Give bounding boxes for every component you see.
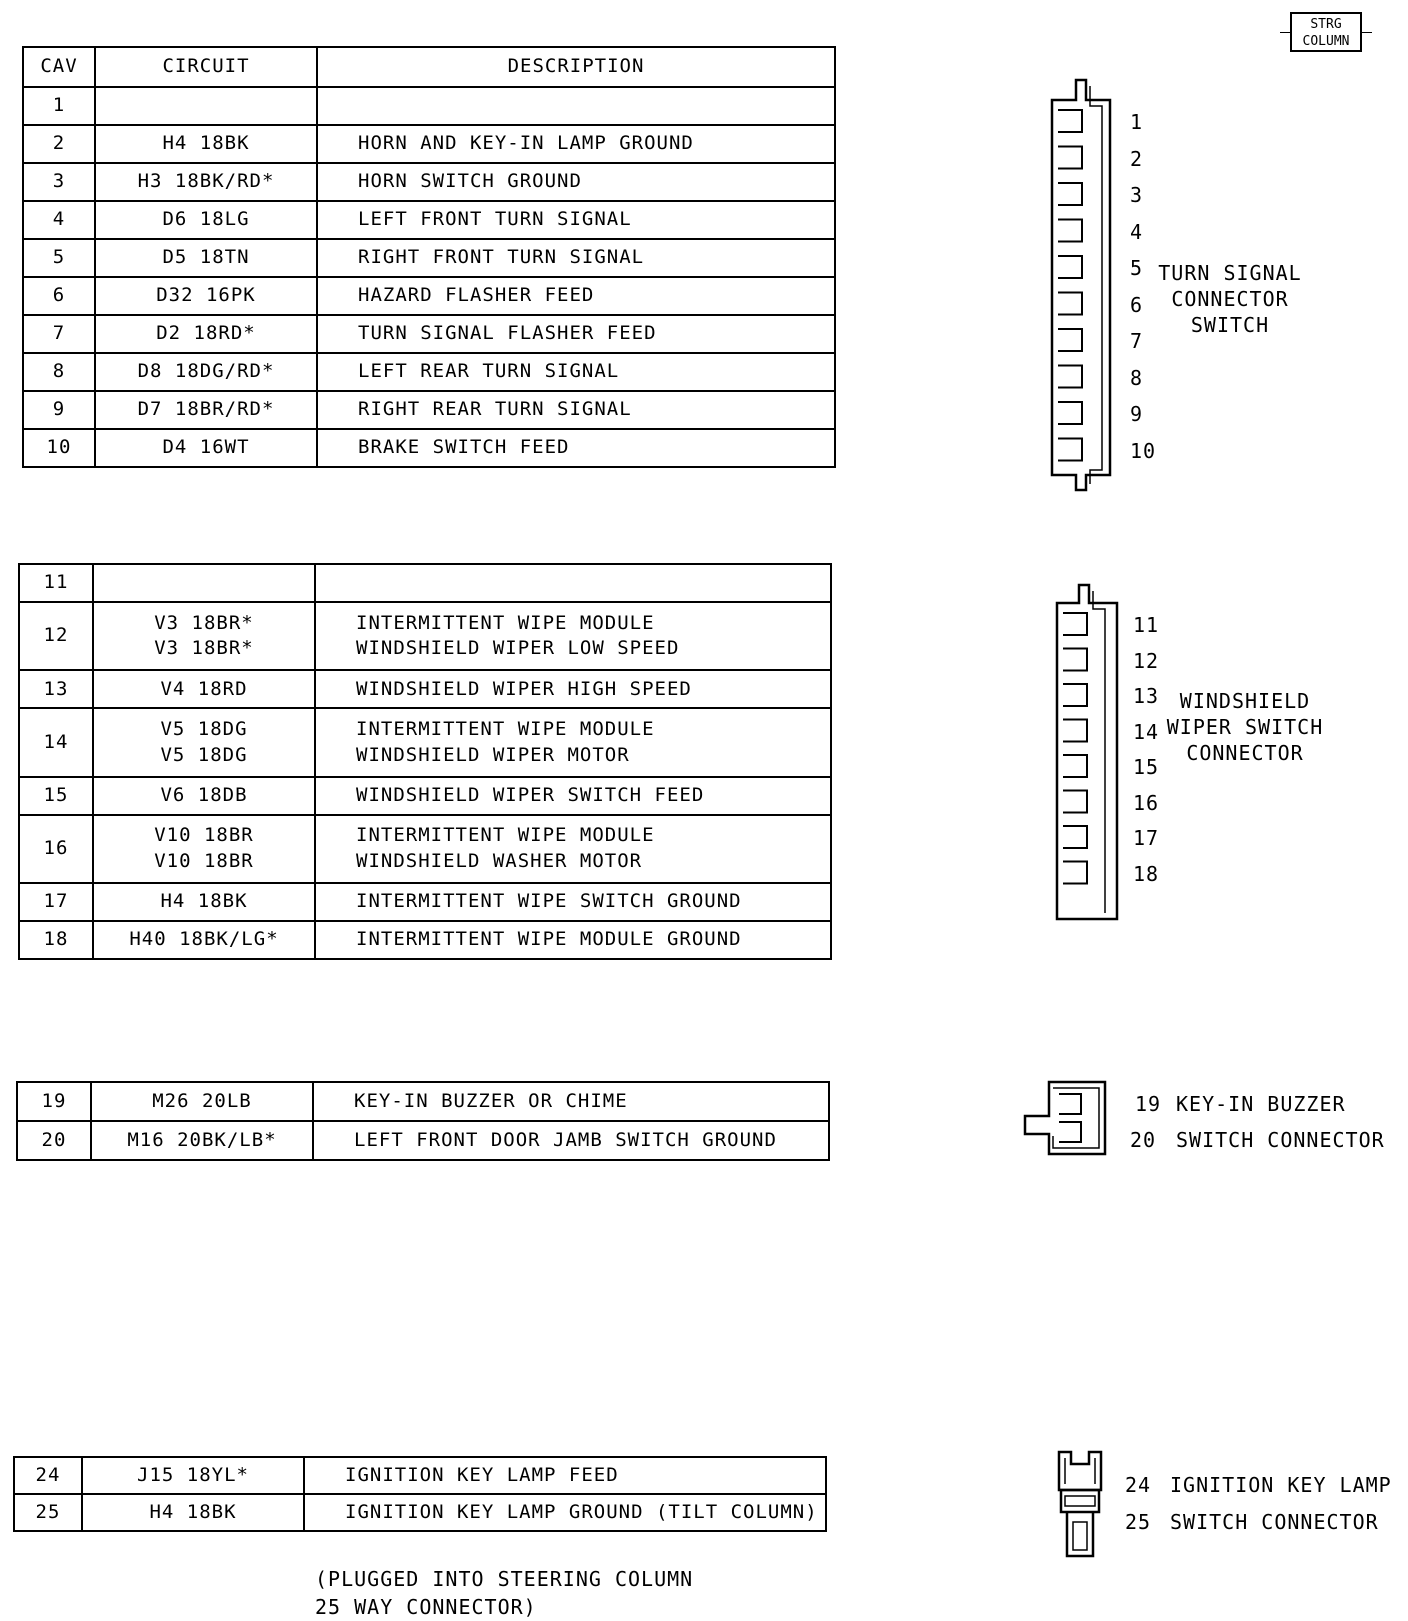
circuit-cell	[95, 429, 317, 467]
description-cell-line: WINDSHIELD WIPER HIGH SPEED	[356, 677, 692, 700]
header-circuit: CIRCUIT	[95, 47, 317, 87]
description-cell	[313, 1121, 829, 1160]
ignition-key-lamp-connector-diagram	[1055, 1450, 1105, 1560]
circuit-cell-line: V5 18DG	[160, 717, 248, 740]
turn-signal-pinout-table	[22, 46, 836, 468]
wiper-switch-pinout-table	[18, 563, 832, 960]
ws-cavity-16	[1063, 791, 1087, 813]
cav-cell: 17	[19, 883, 93, 921]
cav-cell: 25	[14, 1494, 82, 1531]
turn-signal-label-line-1: TURN SIGNAL	[1158, 261, 1302, 285]
circuit-cell-line: H4 18BK	[162, 132, 250, 155]
description-cell	[317, 429, 835, 467]
ignition-key-lamp-pinout-table	[13, 1456, 827, 1532]
cav-cell: 9	[23, 391, 95, 429]
circuit-cell-line: V10 18BR	[154, 849, 254, 872]
description-cell-line: RIGHT FRONT TURN SIGNAL	[358, 246, 645, 269]
ws-cavity-11	[1063, 613, 1087, 635]
turn-signal-connector-label	[1155, 260, 1305, 338]
ws-cavity-14	[1063, 720, 1087, 742]
circuit-cell-line: D5 18TN	[162, 246, 250, 269]
cav-cell: 3	[23, 163, 95, 201]
table-row	[23, 315, 835, 353]
ts-cavity-8	[1058, 366, 1082, 388]
circuit-cell-line: D4 16WT	[162, 436, 250, 459]
header-description: DESCRIPTION	[317, 47, 835, 87]
circuit-cell	[95, 391, 317, 429]
cav-cell: 6	[23, 277, 95, 315]
cav-cell: 13	[19, 670, 93, 708]
ws-cavity-18	[1063, 862, 1087, 884]
wiper-switch-connector-label	[1160, 688, 1330, 766]
key-in-buzzer-connector-diagram	[1023, 1080, 1113, 1160]
pin-6-label: 6	[1130, 292, 1144, 317]
ws-cavity-13	[1063, 684, 1087, 706]
circuit-cell-line: V3 18BR*	[154, 637, 254, 660]
description-cell-line: TURN SIGNAL FLASHER FEED	[358, 322, 657, 345]
cav-cell: 4	[23, 201, 95, 239]
table-row	[19, 921, 831, 959]
circuit-cell-line: H40 18BK/LG*	[129, 928, 279, 951]
cav-cell: 2	[23, 125, 95, 163]
table-row	[19, 708, 831, 776]
description-cell	[317, 201, 835, 239]
circuit-cell-line: V4 18RD	[160, 677, 248, 700]
description-cell	[317, 239, 835, 277]
footnote-line-2: 25 WAY CONNECTOR)	[315, 1595, 537, 1619]
table-row	[23, 277, 835, 315]
description-cell	[317, 87, 835, 125]
circuit-cell-line: H3 18BK/RD*	[137, 170, 275, 193]
cav-cell: 5	[23, 239, 95, 277]
table-row	[14, 1457, 826, 1494]
cav-cell: 19	[17, 1082, 91, 1121]
circuit-cell	[95, 201, 317, 239]
pin-20-label: 20	[1130, 1128, 1157, 1152]
circuit-cell	[91, 1082, 313, 1121]
circuit-cell-line: D32 16PK	[156, 284, 256, 307]
description-cell-line: LEFT REAR TURN SIGNAL	[358, 360, 620, 383]
wiper-label-line-3: CONNECTOR	[1186, 741, 1304, 765]
key-in-buzzer-pinout-table	[16, 1081, 830, 1161]
description-cell	[315, 602, 831, 670]
strg-column-badge	[1290, 12, 1362, 52]
circuit-cell	[93, 564, 315, 602]
ws-cavity-17	[1063, 826, 1087, 848]
table-row	[19, 564, 831, 602]
circuit-cell-line: D2 18RD*	[156, 322, 256, 345]
pin-10-label: 10	[1130, 438, 1157, 463]
key-in-buzzer-label-line-1: KEY-IN BUZZER	[1176, 1092, 1346, 1116]
ws-cavity-12	[1063, 649, 1087, 671]
turn-signal-label-line-3: SWITCH	[1190, 313, 1270, 337]
pin-12-label: 12	[1133, 648, 1160, 673]
circuit-cell-line: D7 18BR/RD*	[137, 398, 275, 421]
table-row	[19, 777, 831, 815]
cav-cell: 18	[19, 921, 93, 959]
description-cell	[315, 883, 831, 921]
circuit-cell-line: H4 18BK	[160, 890, 248, 913]
description-cell	[304, 1457, 826, 1494]
ws-cavity-15	[1063, 755, 1087, 777]
pin-2-label: 2	[1130, 146, 1144, 171]
circuit-cell	[91, 1121, 313, 1160]
turn-signal-connector-diagram	[1050, 80, 1120, 490]
badge-right-tick	[1362, 32, 1372, 33]
cav-cell: 10	[23, 429, 95, 467]
ts-cavity-3	[1058, 183, 1082, 205]
wiper-switch-connector-diagram	[1055, 585, 1121, 925]
circuit-cell-line: V5 18DG	[160, 743, 248, 766]
ts-cavity-2	[1058, 147, 1082, 169]
table-row	[19, 883, 831, 921]
pin-4-label: 4	[1130, 219, 1144, 244]
description-cell	[317, 125, 835, 163]
table-row	[17, 1121, 829, 1160]
cav-cell: 12	[19, 602, 93, 670]
description-cell-line: WINDSHIELD WIPER LOW SPEED	[356, 637, 680, 660]
description-cell-line: WINDSHIELD WIPER MOTOR	[356, 743, 630, 766]
description-cell-line: LEFT FRONT DOOR JAMB SWITCH GROUND	[354, 1128, 777, 1151]
description-cell-line: KEY-IN BUZZER OR CHIME	[354, 1089, 628, 1112]
description-cell-line: HAZARD FLASHER FEED	[358, 284, 595, 307]
circuit-cell	[93, 921, 315, 959]
circuit-cell-line: D6 18LG	[162, 208, 250, 231]
footnote-line-1: (PLUGGED INTO STEERING COLUMN	[315, 1567, 694, 1591]
circuit-cell	[93, 670, 315, 708]
pin-13-label: 13	[1133, 684, 1160, 708]
cav-cell: 1	[23, 87, 95, 125]
circuit-cell	[93, 777, 315, 815]
header-cav: CAV	[23, 47, 95, 87]
description-cell-line: INTERMITTENT WIPE MODULE	[356, 611, 655, 634]
cav-cell: 15	[19, 777, 93, 815]
table-row	[23, 125, 835, 163]
table-row	[14, 1494, 826, 1531]
description-cell-line: IGNITION KEY LAMP GROUND (TILT COLUMN)	[345, 1500, 818, 1523]
ts-cavity-7	[1058, 329, 1082, 351]
wiper-label-line-1: WINDSHIELD	[1179, 689, 1311, 713]
circuit-cell	[93, 883, 315, 921]
description-cell-line: INTERMITTENT WIPE MODULE	[356, 824, 655, 847]
circuit-cell	[93, 602, 315, 670]
pin-18-label: 18	[1133, 861, 1160, 886]
pin-9-label: 9	[1130, 402, 1144, 426]
ts-cavity-6	[1058, 293, 1082, 315]
description-cell-line: LEFT FRONT TURN SIGNAL	[358, 208, 632, 231]
description-cell-line: HORN SWITCH GROUND	[358, 170, 582, 193]
description-cell-line: HORN AND KEY-IN LAMP GROUND	[358, 132, 694, 155]
description-cell	[317, 277, 835, 315]
ts-cavity-5	[1058, 256, 1082, 278]
pin-11-label: 11	[1133, 613, 1160, 637]
circuit-cell-line: M26 20LB	[152, 1089, 252, 1112]
description-cell	[315, 670, 831, 708]
circuit-cell	[82, 1457, 304, 1494]
description-cell	[317, 353, 835, 391]
ts-cavity-10	[1058, 439, 1082, 461]
badge-line-2: COLUMN	[1302, 34, 1350, 49]
badge-line-1: STRG	[1310, 17, 1342, 32]
description-cell	[315, 921, 831, 959]
table-header-row	[23, 47, 835, 87]
description-cell-line: WINDSHIELD WIPER SWITCH FEED	[356, 783, 705, 806]
description-cell	[315, 708, 831, 776]
table-row	[23, 353, 835, 391]
table-row	[17, 1082, 829, 1121]
ts-cavity-1	[1058, 110, 1082, 132]
pin-5-label: 5	[1130, 256, 1144, 280]
ts-cavity-4	[1058, 220, 1082, 242]
circuit-cell	[82, 1494, 304, 1531]
cav-cell: 8	[23, 353, 95, 391]
pin-19-label: 19	[1135, 1092, 1162, 1116]
circuit-cell-line: M16 20BK/LB*	[127, 1128, 277, 1151]
pin-25-label: 25	[1125, 1510, 1152, 1534]
description-cell	[315, 777, 831, 815]
cav-cell: 16	[19, 815, 93, 883]
badge-left-tick	[1280, 32, 1290, 33]
table-row	[23, 429, 835, 467]
pin-24-label: 24	[1125, 1473, 1152, 1497]
circuit-cell	[93, 708, 315, 776]
description-cell-line: RIGHT REAR TURN SIGNAL	[358, 398, 632, 421]
footnote	[315, 1565, 693, 1621]
table-row	[23, 87, 835, 125]
ts-cavity-9	[1058, 402, 1082, 424]
circuit-cell-line: V3 18BR*	[154, 611, 254, 634]
description-cell-line: INTERMITTENT WIPE SWITCH GROUND	[356, 890, 742, 913]
description-cell	[317, 391, 835, 429]
table-row	[23, 201, 835, 239]
key-in-buzzer-label-line-2: SWITCH CONNECTOR	[1176, 1128, 1385, 1152]
description-cell-line: INTERMITTENT WIPE MODULE GROUND	[356, 928, 742, 951]
description-cell	[317, 315, 835, 353]
description-cell-line: BRAKE SWITCH FEED	[358, 436, 570, 459]
pin-14-label: 14	[1133, 719, 1160, 744]
description-cell	[317, 163, 835, 201]
circuit-cell	[95, 87, 317, 125]
circuit-cell	[95, 277, 317, 315]
table-row	[23, 391, 835, 429]
description-cell-line: IGNITION KEY LAMP FEED	[345, 1463, 619, 1486]
ignition-key-lamp-label-line-1: IGNITION KEY LAMP	[1170, 1473, 1392, 1497]
circuit-cell-line: V6 18DB	[160, 783, 248, 806]
circuit-cell-line: J15 18YL*	[137, 1463, 249, 1486]
cav-cell: 24	[14, 1457, 82, 1494]
table-row	[23, 239, 835, 277]
pin-1-label: 1	[1130, 110, 1144, 134]
description-cell	[315, 564, 831, 602]
pin-3-label: 3	[1130, 183, 1144, 207]
circuit-cell	[95, 315, 317, 353]
description-cell	[313, 1082, 829, 1121]
pin-16-label: 16	[1133, 790, 1160, 815]
cav-cell: 14	[19, 708, 93, 776]
circuit-cell	[95, 239, 317, 277]
table-row	[19, 670, 831, 708]
description-cell-line: WINDSHIELD WASHER MOTOR	[356, 849, 643, 872]
circuit-cell	[95, 353, 317, 391]
circuit-cell-line: H4 18BK	[149, 1500, 237, 1523]
description-cell-line: INTERMITTENT WIPE MODULE	[356, 717, 655, 740]
ignition-key-lamp-label-line-2: SWITCH CONNECTOR	[1170, 1510, 1379, 1534]
circuit-cell-line: V10 18BR	[154, 824, 254, 847]
cav-cell: 11	[19, 564, 93, 602]
table-row	[19, 602, 831, 670]
circuit-cell	[95, 163, 317, 201]
cav-cell: 20	[17, 1121, 91, 1160]
pin-7-label: 7	[1130, 329, 1144, 353]
pin-15-label: 15	[1133, 755, 1160, 779]
description-cell	[315, 815, 831, 883]
circuit-cell-line: D8 18DG/RD*	[137, 360, 275, 383]
cav-cell: 7	[23, 315, 95, 353]
pin-17-label: 17	[1133, 826, 1160, 850]
circuit-cell	[95, 125, 317, 163]
description-cell	[304, 1494, 826, 1531]
wiper-label-line-2: WIPER SWITCH	[1166, 715, 1324, 739]
table-row	[19, 815, 831, 883]
turn-signal-label-line-2: CONNECTOR	[1171, 287, 1289, 311]
table-row	[23, 163, 835, 201]
pin-8-label: 8	[1130, 365, 1144, 390]
circuit-cell	[93, 815, 315, 883]
